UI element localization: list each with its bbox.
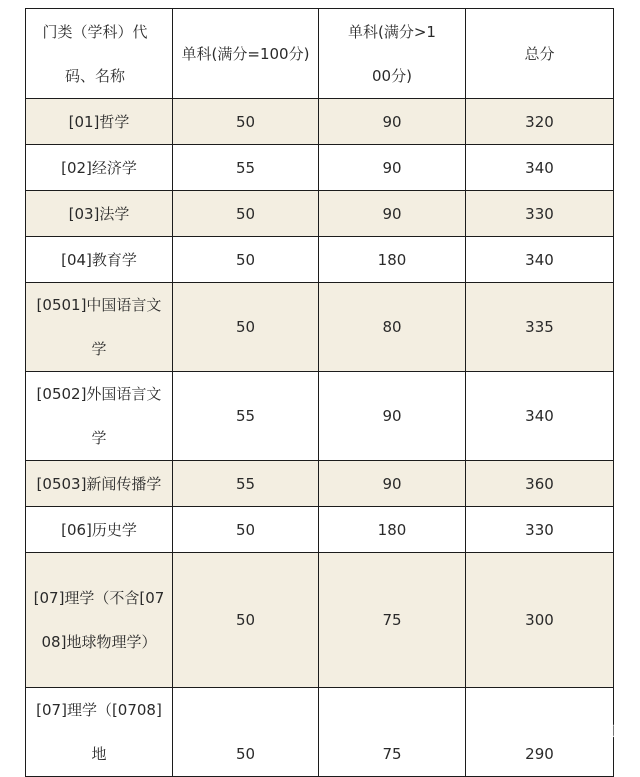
discipline-cell: [0501]中国语言文学 xyxy=(26,283,173,372)
total-cell: 330 xyxy=(466,507,614,553)
table-row xyxy=(26,461,614,507)
discipline-cell: [07]理学（不含[0708]地球物理学） xyxy=(26,553,173,688)
single-over-100-cell: 75 xyxy=(319,688,466,777)
single-100-cell: 55 xyxy=(173,372,319,461)
watermark-text: 悟空问答 xyxy=(574,724,630,740)
single-100-cell: 50 xyxy=(173,237,319,283)
total-cell: 340 xyxy=(466,145,614,191)
discipline-cell: [03]法学 xyxy=(26,191,173,237)
single-100-cell: 50 xyxy=(173,191,319,237)
single-100-cell: 50 xyxy=(173,507,319,553)
single-over-100-cell: 90 xyxy=(319,145,466,191)
single-over-100-cell: 90 xyxy=(319,99,466,145)
single-over-100-cell: 80 xyxy=(319,283,466,372)
discipline-cell: [07]理学（[0708]地 xyxy=(26,688,173,777)
table-row xyxy=(26,688,614,777)
watermark xyxy=(552,721,630,741)
single-100-cell: 50 xyxy=(173,99,319,145)
single-over-100-cell: 180 xyxy=(319,507,466,553)
single-over-100-cell: 90 xyxy=(319,191,466,237)
table-row xyxy=(26,553,614,688)
table-row xyxy=(26,237,614,283)
total-cell: 360 xyxy=(466,461,614,507)
total-cell: 330 xyxy=(466,191,614,237)
discipline-cell: [0502]外国语言文学 xyxy=(26,372,173,461)
total-cell: 340 xyxy=(466,372,614,461)
discipline-cell: [06]历史学 xyxy=(26,507,173,553)
discipline-cell: [0503]新闻传播学 xyxy=(26,461,173,507)
score-table xyxy=(25,8,614,777)
table-header-row xyxy=(26,9,614,99)
header-total: 总分 xyxy=(466,9,614,99)
speech-bubble-icon xyxy=(552,724,570,738)
discipline-cell: [02]经济学 xyxy=(26,145,173,191)
header-single-100: 单科(满分=100分) xyxy=(173,9,319,99)
single-over-100-cell: 75 xyxy=(319,553,466,688)
total-cell: 300 xyxy=(466,553,614,688)
single-100-cell: 55 xyxy=(173,461,319,507)
total-cell: 335 xyxy=(466,283,614,372)
single-100-cell: 55 xyxy=(173,145,319,191)
table-row xyxy=(26,99,614,145)
total-cell: 340 xyxy=(466,237,614,283)
total-cell: 290 xyxy=(466,688,614,777)
table-row xyxy=(26,283,614,372)
single-100-cell: 50 xyxy=(173,553,319,688)
single-100-cell: 50 xyxy=(173,283,319,372)
table-row xyxy=(26,191,614,237)
single-over-100-cell: 90 xyxy=(319,372,466,461)
discipline-cell: [01]哲学 xyxy=(26,99,173,145)
table-row xyxy=(26,145,614,191)
discipline-cell: [04]教育学 xyxy=(26,237,173,283)
single-over-100-cell: 90 xyxy=(319,461,466,507)
single-100-cell: 50 xyxy=(173,688,319,777)
single-over-100-cell: 180 xyxy=(319,237,466,283)
table-row xyxy=(26,507,614,553)
header-single-over-100: 单科(满分>100分) xyxy=(319,9,466,99)
total-cell: 320 xyxy=(466,99,614,145)
header-discipline: 门类（学科）代码、名称 xyxy=(26,9,173,99)
table-row xyxy=(26,372,614,461)
